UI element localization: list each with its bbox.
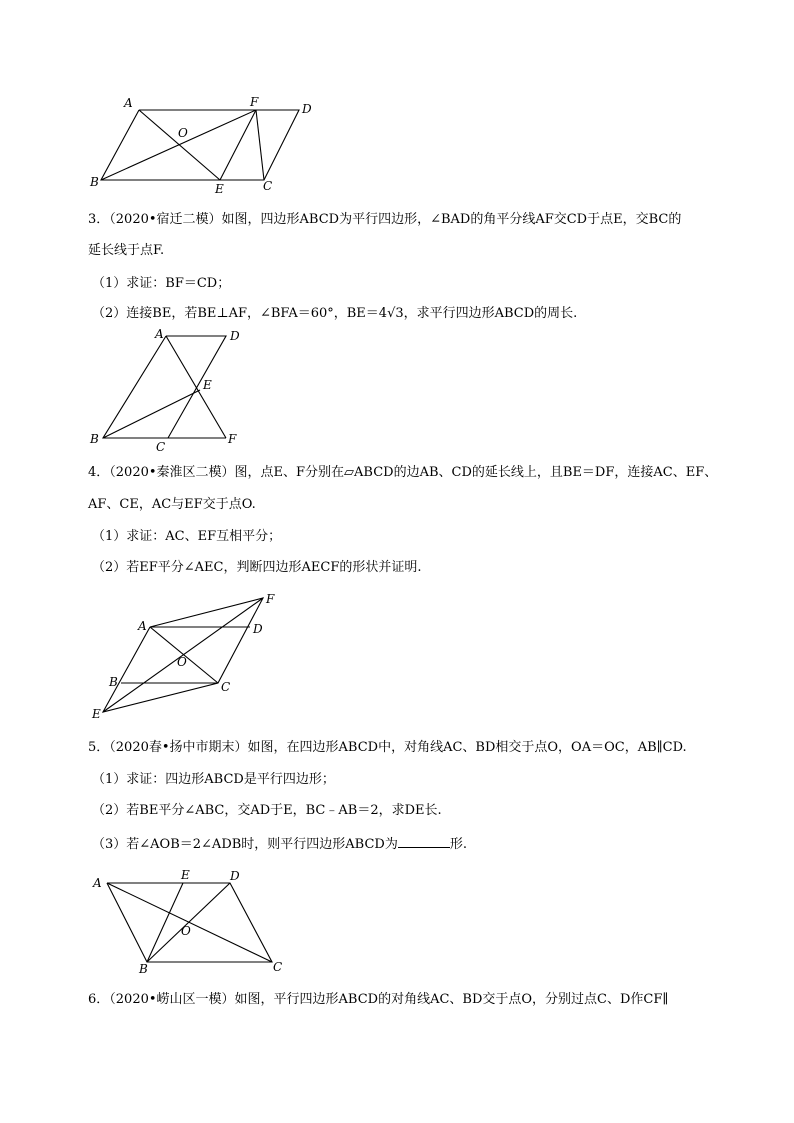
fig5-line-ac	[107, 883, 272, 962]
q4-line1: 4．（2020•秦淮区二模）图，点E、F分别在▱ABCD的边AB、CD的延长线上，且BE＝DF，连接AC、EF、	[88, 465, 718, 480]
label-C: C	[273, 960, 283, 974]
label-A: A	[93, 876, 102, 890]
q5-sub3-text: （3）若∠AOB＝2∠ADB时，则平行四边形ABCD为	[92, 837, 398, 852]
q3-line1: 3．（2020•宿迁二模）如图，四边形ABCD为平行四边形，∠BAD的角平分线AF交CD于点E，交BC的	[88, 212, 682, 227]
q5-sub2: （2）若BE平分∠ABC，交AD于E，BC﹣AB＝2，求DE长.	[92, 803, 442, 818]
label-D: D	[230, 869, 240, 883]
label-A: A	[124, 96, 133, 110]
label-A: A	[138, 619, 147, 633]
label-B: B	[139, 962, 148, 976]
label-E: E	[92, 707, 101, 721]
q4-sub1: （1）求证：AC、EF互相平分；	[92, 529, 282, 544]
label-E: E	[203, 378, 212, 392]
label-E: E	[215, 182, 224, 196]
label-F: F	[250, 95, 259, 109]
q5-sub1: （1）求证：四边形ABCD是平行四边形；	[92, 772, 335, 787]
q5-line1: 5．（2020春•扬中市期末）如图，在四边形ABCD中，对角线AC、BD相交于点O，OA＝OC，AB∥CD.	[88, 740, 687, 755]
label-C: C	[156, 440, 166, 454]
fig5-line-be	[147, 883, 183, 962]
label-C: C	[263, 179, 273, 193]
label-O: O	[178, 126, 188, 140]
label-D: D	[253, 622, 263, 636]
label-O: O	[181, 924, 191, 938]
label-F: F	[266, 592, 275, 606]
fig5-line-bd	[147, 883, 230, 962]
label-E: E	[181, 868, 190, 882]
q4-sub2: （2）若EF平分∠AEC，判断四边形AECF的形状并证明.	[92, 560, 422, 575]
q3-sub1: （1）求证：BF＝CD；	[92, 276, 231, 291]
label-A: A	[155, 327, 164, 341]
q6-line1: 6．（2020•崂山区一模）如图，平行四边形ABCD的对角线AC、BD交于点O，分别过点C、D作CF∥	[88, 992, 669, 1007]
label-C: C	[221, 680, 231, 694]
label-D: D	[230, 329, 240, 343]
label-D: D	[302, 102, 312, 116]
label-F: F	[228, 432, 237, 446]
label-B: B	[90, 432, 99, 446]
label-B: B	[90, 175, 99, 189]
q5-sub3-suffix: 形.	[449, 837, 467, 852]
label-B: B	[109, 675, 118, 689]
q4-line2: AF、CE，AC与EF交于点O.	[88, 497, 256, 512]
q3-sub2: （2）连接BE，若BE⊥AF，∠BFA＝60°，BE＝4√3，求平行四边形ABCD的周长.	[92, 306, 578, 321]
q3-line2: 延长线于点F.	[88, 243, 165, 258]
label-O: O	[177, 655, 187, 669]
